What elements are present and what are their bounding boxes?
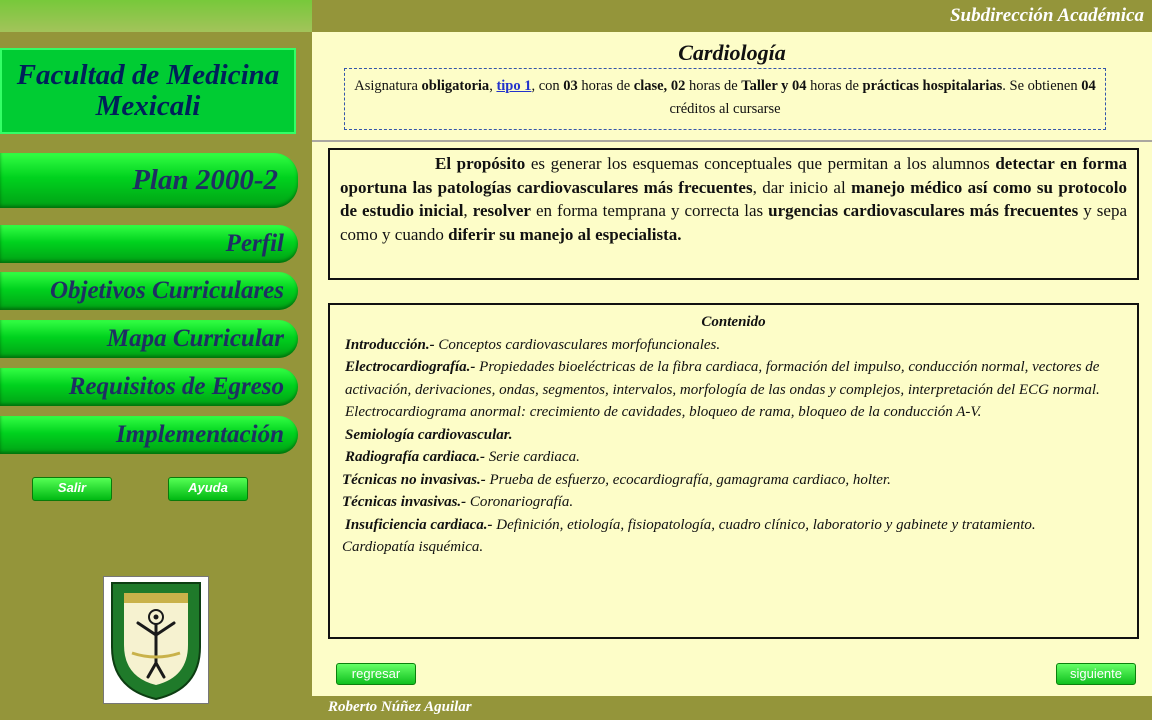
purpose-text: en forma temprana y correcta las <box>530 201 769 220</box>
faculty-name: Facultad de Medicina <box>16 59 280 91</box>
info-bold: clase, <box>633 78 668 94</box>
info-bold: prácticas hospitalarias <box>862 78 1003 94</box>
info-text: , con <box>531 78 564 94</box>
content-item-title: Semiología cardiovascular. <box>345 426 513 443</box>
next-button[interactable]: siguiente <box>1056 663 1136 685</box>
nav-perfil-label: Perfil <box>225 230 284 257</box>
content-item-title: Electrocardiografía.- <box>345 359 476 375</box>
nav-requisitos-button[interactable] <box>0 368 298 406</box>
header-title: Subdirección Académica <box>949 5 1144 26</box>
info-text: , <box>489 78 497 94</box>
purpose-text: y sepa como y cuando <box>340 201 1127 244</box>
nav-mapa-label: Mapa Curricular <box>106 325 284 352</box>
info-text: horas de <box>806 78 863 94</box>
info-bold: 02 <box>670 78 686 94</box>
top-accent-bar <box>0 0 312 32</box>
content-item <box>342 334 1125 357</box>
nav-implementacion-label: Implementación <box>115 421 284 448</box>
course-title: Cardiología <box>678 40 786 65</box>
content-item <box>342 356 1125 424</box>
divider <box>312 140 1152 142</box>
nav-objetivos-button[interactable] <box>0 272 298 310</box>
purpose-text: , <box>463 201 473 220</box>
purpose-bold: urgencias cardiovasculares más frecuentes <box>768 201 1079 220</box>
help-button[interactable]: Ayuda <box>168 477 248 501</box>
faculty-city: Mexicali <box>95 90 201 122</box>
nav-implementacion-button[interactable] <box>0 416 298 454</box>
content-item <box>342 446 1125 469</box>
content-item-title: Técnicas invasivas.- <box>342 494 467 510</box>
seal-icon <box>104 577 208 703</box>
content-item-title: Radiografía cardiaca.- <box>345 449 485 465</box>
exit-button[interactable]: Salir <box>32 477 112 501</box>
content-item-text: Coronariografía. <box>466 494 574 510</box>
nav-requisitos-label: Requisitos de Egreso <box>68 373 284 400</box>
author-name: Roberto Núñez Aguilar <box>328 699 472 715</box>
content-item-text: Propiedades bioeléctricas de la fibra cardiaca, formación del impulso, conducción normal, vectores de activación, derivaciones, ondas, segmentos, intervalos, morfología de las ondas y complejos, interpretación del ECG normal. Electrocardiograma anormal: crecimiento de cavidades, bloqueo de rama, bloqueo de la conducción A-V. <box>345 359 1100 420</box>
info-bold: Taller y 04 <box>741 78 807 94</box>
info-bold: 03 <box>563 78 578 94</box>
back-button[interactable]: regresar <box>336 663 416 685</box>
plan-button[interactable] <box>0 153 298 208</box>
header-bar <box>312 0 1152 32</box>
nav-objetivos-label: Objetivos Curriculares <box>49 277 284 304</box>
content-item-text: Definición, etiología, fisiopatología, cuadro clínico, laboratorio y gabinete y tratamiento. <box>492 516 1036 533</box>
content-item <box>342 491 1125 514</box>
content-item-title: Insuficiencia cardiaca.- <box>345 516 493 533</box>
content-item-text: Cardiopatía isquémica. <box>342 539 484 555</box>
purpose-bold: diferir su manejo al especialista. <box>448 224 682 244</box>
content-item-text: Prueba de esfuerzo, ecocardiografía, gamagrama cardiaco, holter. <box>485 471 891 488</box>
purpose-text: , dar inicio al <box>752 177 852 197</box>
content-item <box>342 469 1125 492</box>
purpose-bold: detectar en forma oportuna las patologías cardiovasculares más frecuentes <box>340 154 1127 197</box>
course-info-box <box>344 68 1106 130</box>
info-text: créditos al cursarse <box>669 101 781 117</box>
university-seal-logo <box>103 576 209 704</box>
content-item <box>342 424 1125 447</box>
content-heading: Contenido <box>701 314 766 330</box>
info-text: . Se obtienen <box>1002 78 1082 94</box>
footer-bar <box>312 696 1152 720</box>
content-item <box>342 514 1125 537</box>
content-item <box>342 536 1125 559</box>
nav-perfil-button[interactable] <box>0 225 298 263</box>
info-bold: obligatoria <box>421 78 490 94</box>
nav-mapa-button[interactable] <box>0 320 298 358</box>
content-item-title: Técnicas no invasivas.- <box>342 471 486 488</box>
info-text: horas de <box>577 78 634 94</box>
info-bold: 04 <box>1081 78 1096 94</box>
content-item-title: Introducción.- <box>345 336 435 353</box>
purpose-bold: manejo médico así como su protocolo de estudio inicial <box>340 177 1127 220</box>
tipo-link[interactable]: tipo 1 <box>496 78 532 94</box>
content-item-text: Serie cardiaca. <box>485 449 580 465</box>
plan-label: Plan 2000-2 <box>132 164 278 196</box>
content-box <box>328 303 1139 639</box>
purpose-bold: resolver <box>472 201 531 220</box>
purpose-text: es generar los esquemas conceptuales que permitan a los alumnos <box>525 154 996 173</box>
info-text: Asignatura <box>354 78 422 94</box>
purpose-bold: El propósito <box>435 154 526 173</box>
info-text: horas de <box>685 78 742 94</box>
content-item-text: Conceptos cardiovasculares morfofuncionales. <box>434 336 721 353</box>
purpose-box <box>328 148 1139 280</box>
faculty-banner <box>0 48 296 134</box>
